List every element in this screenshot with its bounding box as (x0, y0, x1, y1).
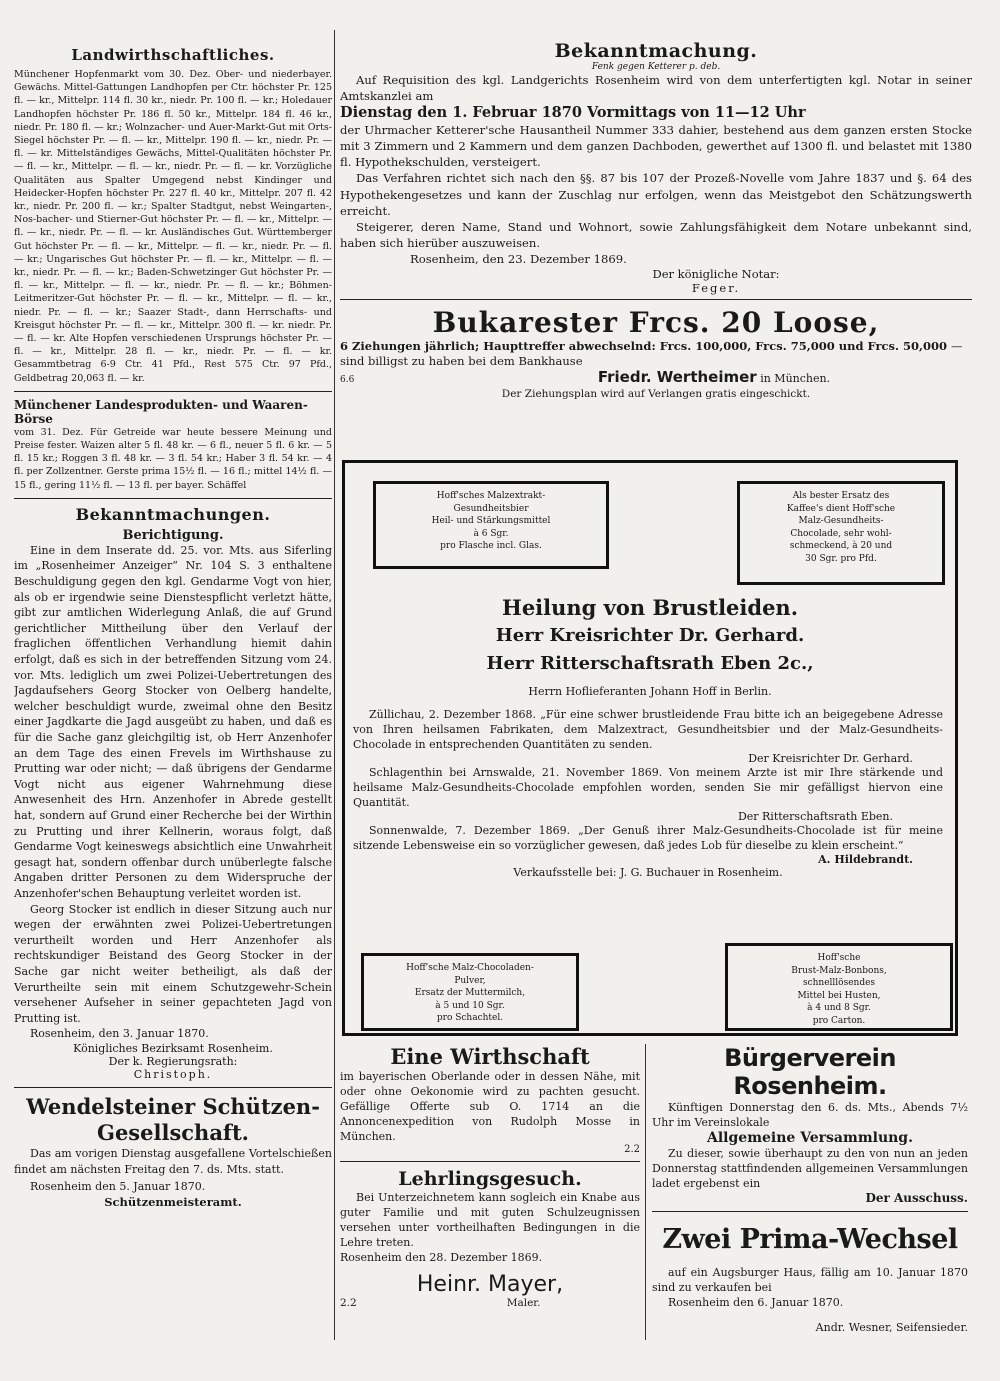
box4-line: schnelllösendes (802, 978, 876, 988)
testimonial-1: Züllichau, 2. Dezember 1868. „Für eine schwer brustleidende Frau bitte ich an beigegebene Adresse von Ihren heilsamen Fabrikaten, dem Malzextract, Gesundheitsbier und der Malz-Gesundheits-Chocolade in entsprechenden Quantitäten zu senden. (353, 708, 943, 751)
box4-line: Brust-Malz-Bonbons, (791, 965, 887, 976)
box2-line: Als bester Ersatz des (792, 491, 890, 501)
lottery-city: in München. (760, 372, 831, 386)
apprentice-date: Rosenheim den 28. Dezember 1869. (340, 1251, 543, 1264)
box2-line: Kaffee's dient Hoff'sche (786, 503, 896, 514)
shooting-club-text: Das am vorigen Dienstag ausgefallene Vortelschießen findet am nächsten Freitag den 7. ds. Mts. statt. (14, 1147, 332, 1177)
divider (340, 1161, 640, 1162)
box2-line: schmeckend, à 20 und (789, 541, 893, 551)
bottom-left-ads (340, 1044, 640, 1309)
correction-text-2: Georg Stocker ist endlich in dieser Sitzung auch nur wegen der erwähnten zwei Polizei-Uebertretungen verurtheilt worden und Herr Anzenhofer als rechtskundiger Beistand des Georg Stocker in der Sache gar nicht weiter betheiligt, als daß der Verurtheilte sein mit einem Schutzgewehr-Schein versehener Aufseher in seiner gepachteten Jagd von Prutting ist. (14, 902, 332, 1025)
bonbon-box (725, 943, 953, 1031)
box4-line: Mittel bei Husten, (797, 990, 881, 1001)
correction-date: Rosenheim, den 3. Januar 1870. (30, 1027, 209, 1041)
hop-market-report: Münchener Hopfenmarkt vom 30. Dez. Ober- und niederbayer. Gewächs. Mittel-Gattungen Landhopfen per Ctr. höchster Pr. 125 fl. — kr., Mittelpr. 114 fl. 30 kr., niedr. Pr. 100 fl. — kr.; Holedauer Landhopfen höchster Pr. 186 fl. 50 kr., Mittelpr. 184 fl. 46 kr., niedr. Pr. 180 fl. — kr.; Wolnzacher- und Auer-Markt-Gut mit Orts-Siegel höchster Pr. — fl. — kr., Mittelpr. 190 fl. — kr., niedr. Pr. — fl. — kr. Mittelständiges Gewächs, Mittel-Qualitäten höchster Pr. — fl. — kr., Mittelpr. — fl. — kr., niedr. Pr. — fl. — kr. Vorzügliche Qualitäten aus Spalter Umgegend nebst Kindinger und Heidecker-Hopfen höchster Pr. 227 fl. 40 kr., Mittelpr. 207 fl. 42 kr., niedr. Pr. 200 fl. — kr.; Spalter Stadtgut, nebst Weingarten-, Nos-bacher- und Stierner-Gut höchster Pr. — fl. — kr., Mittelpr. — fl. — kr., niedr. Pr. — fl. — kr. Ausländisches Gut. Württemberger Gut höchster Pr. — fl. — kr., Mittelpr. — fl. — kr., niedr. Pr. — fl. — kr.; Ungarisches Gut höchster Pr. — fl. — kr., Mittelpr. — fl. — kr., niedr. Pr. — fl. — kr.; Baden-Schwetzinger Gut höchster Pr. — fl. — kr., Mittelpr. — fl. — kr., niedr. Pr. — fl. — kr.; Böhmen-Leitmeritzer-Gut höchster Pr. — fl. — kr., Mittelpr. — fl. — kr., niedr. Pr. — fl. — kr.; Saazer Stadt-, dann Herrschafts- und Kreisgut höchster Pr. — fl. — kr., Mittelpr. 300 fl. — kr. niedr. Pr. — fl. — kr. Alte Hopfen verschiedenen Ursprungs höchster Pr. — fl. — kr., Mittelpr. 28 fl. — kr., niedr. Pr. — fl. — kr. Gesammtbetrag 6-9 Ctr. 41 Pfd., Rest 575 Ctr. 97 Pfd., Geldbetrag 20,063 fl. — kr. (14, 69, 332, 384)
correction-text: Eine in dem Inserate dd. 25. vor. Mts. aus Siferling im „Rosenheimer Anzeiger“ Nr. 104 S. 3 enthaltene Beschuldigung gegen den kgl. Gendarme Vogt von hier, als ob er irgendwie seine Dienstespflicht verletzt hätte, gibt zur amtlichen Widerlegung Anlaß, die auf Grund gerichtlicher Mittheilung über den Verlauf der fraglichen öffentlichen Verhandlung hiemit dahin erfolgt, daß es sich in der betreffenden Sitzung vom 24. vor. Mts. lediglich um zwei Polizei-Uebertretungen des Jagdaufsehers Georg Stocker von Oelberg handelte, welcher beschuldigt wurde, zweimal ohne den Besitz einer Jagdkarte die Jagd ausgeübt zu haben, und daß es für die Sache ganz gleichgiltig ist, ob Herr Anzenhofer an dem Tage des einen Frevels im Wirthshause zu Prutting war oder nicht; — daß übrigens der Gendarme Vogt nicht aus eigener Wahrnehmung diese Anwesenheit des Hrn. Anzenhofer in Abrede gestellt hat, sondern auf Grund einer Recherche bei der Wirthin zu Prutting und ihrer Kellnerin, woraus folgt, daß Gendarme Vogt keineswegs absichtlich eine Unwahrheit gesagt hat, sondern offenbar durch unüberlegte falsche Angaben dritter Personen zu dem Widerspruche der Anzenhofer'schen Behauptung verleitet worden ist. (14, 543, 332, 900)
hoff-line-judge: Herr Kreisrichter Dr. Gerhard. (495, 625, 805, 646)
exchange-report: vom 31. Dez. Für Getreide war heute bessere Meinung und Preise fester. Waizen alter 5 fl. 48 kr. — 6 fl., neuer 5 fl. 6 kr. — 5 fl. 15 kr.; Roggen 3 fl. 48 kr. — 3 fl. 54 kr.; Haber 3 fl. 54 kr. — 4 fl. per Zollzentner. Gerste prima 15½ fl. — 16 fl.; mittel 14½ fl. — 15 fl., gering 11½ fl. — 13 fl. per bayer. Schäffel (14, 426, 332, 491)
box3-line: Hoff'sche Malz-Chocoladen- (406, 963, 534, 973)
box1-line: Heil- und Stärkungsmittel (431, 516, 551, 526)
official-name: Christoph. (133, 1068, 213, 1082)
testimonial-3-signature: A. Hildebrandt. (818, 853, 913, 866)
correction-subheading: Berichtigung. (122, 527, 224, 543)
box3-line: pro Schachtel. (436, 1013, 504, 1023)
bills-signature: Andr. Wesner, Seifensieder. (815, 1321, 968, 1335)
apprentice-trade: Maler. (506, 1297, 541, 1310)
box4-line: à 4 und 8 Sgr. (807, 1003, 871, 1013)
box1-line: Hoff'sches Malzextrakt- (436, 491, 546, 501)
box1-line: Gesundheitsbier (453, 503, 529, 514)
shooting-club-heading: Wendelsteiner Schützen-Gesellschaft. (26, 1094, 320, 1146)
box2-line: Malz-Gesundheits- (798, 516, 884, 526)
left-column (14, 40, 332, 1340)
powder-box-lines (370, 962, 570, 1025)
hoff-advertisement (342, 460, 958, 1036)
citizens-club-text: Künftigen Donnerstag den 6. ds. Mts., Abends 7½ Uhr im Vereinslokale (652, 1101, 968, 1129)
auction-heading: Bekanntmachung. (554, 40, 758, 62)
auction-procedure: Das Verfahren richtet sich nach den §§. 87 bis 107 der Prozeß-Novelle vom Jahre 1837 und §. 64 des Hypothekengesetzes und kann der Zuschlag nur erfolgen, wenn das Meistgebot den Schätzungswerth erreicht. (340, 171, 972, 218)
chocolate-box (737, 481, 945, 585)
hoff-line-supplier: Herrn Hoflieferanten Johann Hoff in Berlin. (528, 685, 772, 698)
lottery-seller (340, 369, 972, 388)
apprentice-code: 2.2 (340, 1297, 357, 1310)
column-divider (334, 30, 335, 1340)
citizens-club-heading: Bürgerverein Rosenheim. (724, 1044, 896, 1100)
testimonial-3: Sonnenwalde, 7. Dezember 1869. „Der Genuß ihrer Malz-Gesundheits-Chocolade ist für meine sitzende Lebensweise ein so vorzüglicher gewesen, daß jedes Lob für dieselbe zu klein erscheint.“ (353, 824, 943, 852)
column-divider-bottom (645, 1044, 646, 1340)
divider (14, 1087, 332, 1088)
hoff-seller: Verkaufsstelle bei: J. G. Buchauer in Rosenheim. (513, 866, 783, 879)
lottery-draws-text: 6 Ziehungen jährlich; Haupttreffer abwechselnd: Frcs. 100,000, Frcs. 75,000 und Frcs. 50,000 (340, 339, 948, 354)
citizens-club-text-2: Zu dieser, sowie überhaupt zu den von nun an jeden Donnerstag stattfindenden allgemeinen Versammlungen ladet ergebenst ein (652, 1147, 968, 1190)
hoff-line-councillor: Herr Ritterschaftsrath Eben 2c., (486, 653, 814, 674)
citizens-club-signature: Der Ausschuss. (865, 1191, 968, 1205)
divider (14, 391, 332, 392)
box4-line: pro Carton. (812, 1015, 866, 1026)
auction-object: der Uhrmacher Ketterer'sche Hausantheil Nummer 333 dahier, bestehend aus dem ganzen ersten Stocke mit 3 Zimmern und 2 Kammern und dem ganzen Dachboden, gewerthet auf 1300 fl. und belastet mit 1380 fl. Hypothekschulden, versteigert. (340, 123, 972, 170)
malt-beer-box (373, 481, 609, 569)
hoff-title: Heilung von Brustleiden. (501, 595, 799, 620)
box2-line: Chocolade, sehr wohl- (790, 528, 892, 539)
apprentice-master: Heinr. Mayer, (416, 1272, 564, 1298)
powder-box (361, 953, 579, 1031)
auction-case: Fenk gegen Ketterer p. deb. (591, 62, 721, 72)
lottery-firm: Friedr. Wertheimer (597, 368, 757, 387)
hoff-testimonials (353, 707, 943, 879)
notary-name: Feger. (691, 281, 741, 296)
bottom-right-ads (652, 1044, 968, 1334)
agriculture-heading: Landwirthschaftliches. (71, 46, 275, 64)
announcements-heading: Bekanntmachungen. (75, 504, 271, 524)
auction-date-line: Dienstag den 1. Februar 1870 Vormittags von 11—12 Uhr (340, 104, 806, 122)
right-column (340, 40, 972, 1340)
box1-line: à 6 Sgr. (473, 528, 509, 539)
box1-line: pro Flasche incl. Glas. (440, 541, 542, 551)
lottery-code: 6.6 (340, 375, 355, 386)
lottery-draws-tail: — sind billigst zu haben bei dem Bankhause (340, 339, 963, 369)
box3-line: Ersatz der Muttermilch, (414, 988, 526, 998)
lottery-heading: Bukarester Frcs. 20 Loose, (432, 306, 880, 340)
apprentice-heading: Lehrlingsgesuch. (398, 1168, 582, 1190)
testimonial-2-signature: Der Ritterschaftsrath Eben. (737, 810, 893, 823)
apprentice-text: Bei Unterzeichnetem kann sogleich ein Knabe aus guter Familie und mit guten Schulzeugnissen versehen unter vortheilhaften Bedingungen in die Lehre treten. (340, 1191, 640, 1249)
citizens-club-subheading: Allgemeine Versammlung. (707, 1130, 913, 1146)
malt-beer-box-lines (382, 490, 600, 553)
exchange-heading: Münchener Landesprodukten- und Waaren-Börse (14, 397, 308, 426)
divider (340, 299, 972, 300)
chocolate-box-lines (746, 490, 936, 565)
district-office: Königliches Bezirksamt Rosenheim. (73, 1042, 273, 1056)
bills-heading: Zwei Prima-Wechsel (662, 1224, 958, 1255)
box3-line: Pulver, (454, 975, 486, 986)
bills-text: auf ein Augsburger Haus, fällig am 10. Januar 1870 sind zu verkaufen bei (652, 1266, 968, 1294)
auction-bidders: Steigerer, deren Name, Stand und Wohnort, sowie Zahlungsfähigkeit dem Notare unbekannt sind, haben sich hierüber auszuweisen. (340, 219, 972, 250)
bills-date: Rosenheim den 6. Januar 1870. (668, 1296, 844, 1309)
lottery-note: Der Ziehungsplan wird auf Verlangen gratis eingeschickt. (501, 388, 811, 401)
lottery-draws (340, 339, 972, 369)
inn-heading: Eine Wirthschaft (390, 1044, 590, 1069)
testimonial-2: Schlagenthin bei Arnswalde, 21. November 1869. Von meinem Arzte ist mir Ihre stärkende und heilsame Malz-Gesundheits-Chocolade empfohlen worden, senden Sie mir gefälligst hiervon eine Quantität. (353, 766, 943, 809)
box3-line: à 5 und 10 Sgr. (435, 1000, 505, 1011)
apprentice-footer (340, 1297, 640, 1309)
notary-title: Der königliche Notar: (652, 267, 780, 282)
divider (14, 498, 332, 499)
divider (652, 1211, 968, 1212)
shooting-club-signature: Schützenmeisteramt. (104, 1194, 242, 1209)
box2-line: 30 Sgr. pro Pfd. (805, 553, 877, 564)
inn-text: im bayerischen Oberlande oder in dessen Nähe, mit oder ohne Oekonomie wird zu pachten gesucht. Gefällige Offerte sub O. 1714 an die Annoncenexpedition von Rudolph Mosse in München. (340, 1070, 640, 1143)
official-rank: Der k. Regierungsrath: (108, 1055, 238, 1069)
testimonial-1-signature: Der Kreisrichter Dr. Gerhard. (748, 752, 913, 765)
bonbon-box-lines (734, 952, 944, 1027)
auction-intro: Auf Requisition des kgl. Landgerichts Rosenheim wird von dem unterfertigten kgl. Notar in seiner Amtskanzlei am (340, 73, 972, 104)
box4-line: Hoff'sche (817, 953, 861, 963)
auction-date: Rosenheim, den 23. Dezember 1869. (410, 251, 627, 266)
inn-code: 2.2 (624, 1144, 640, 1155)
shooting-club-date: Rosenheim den 5. Januar 1870. (30, 1179, 206, 1193)
